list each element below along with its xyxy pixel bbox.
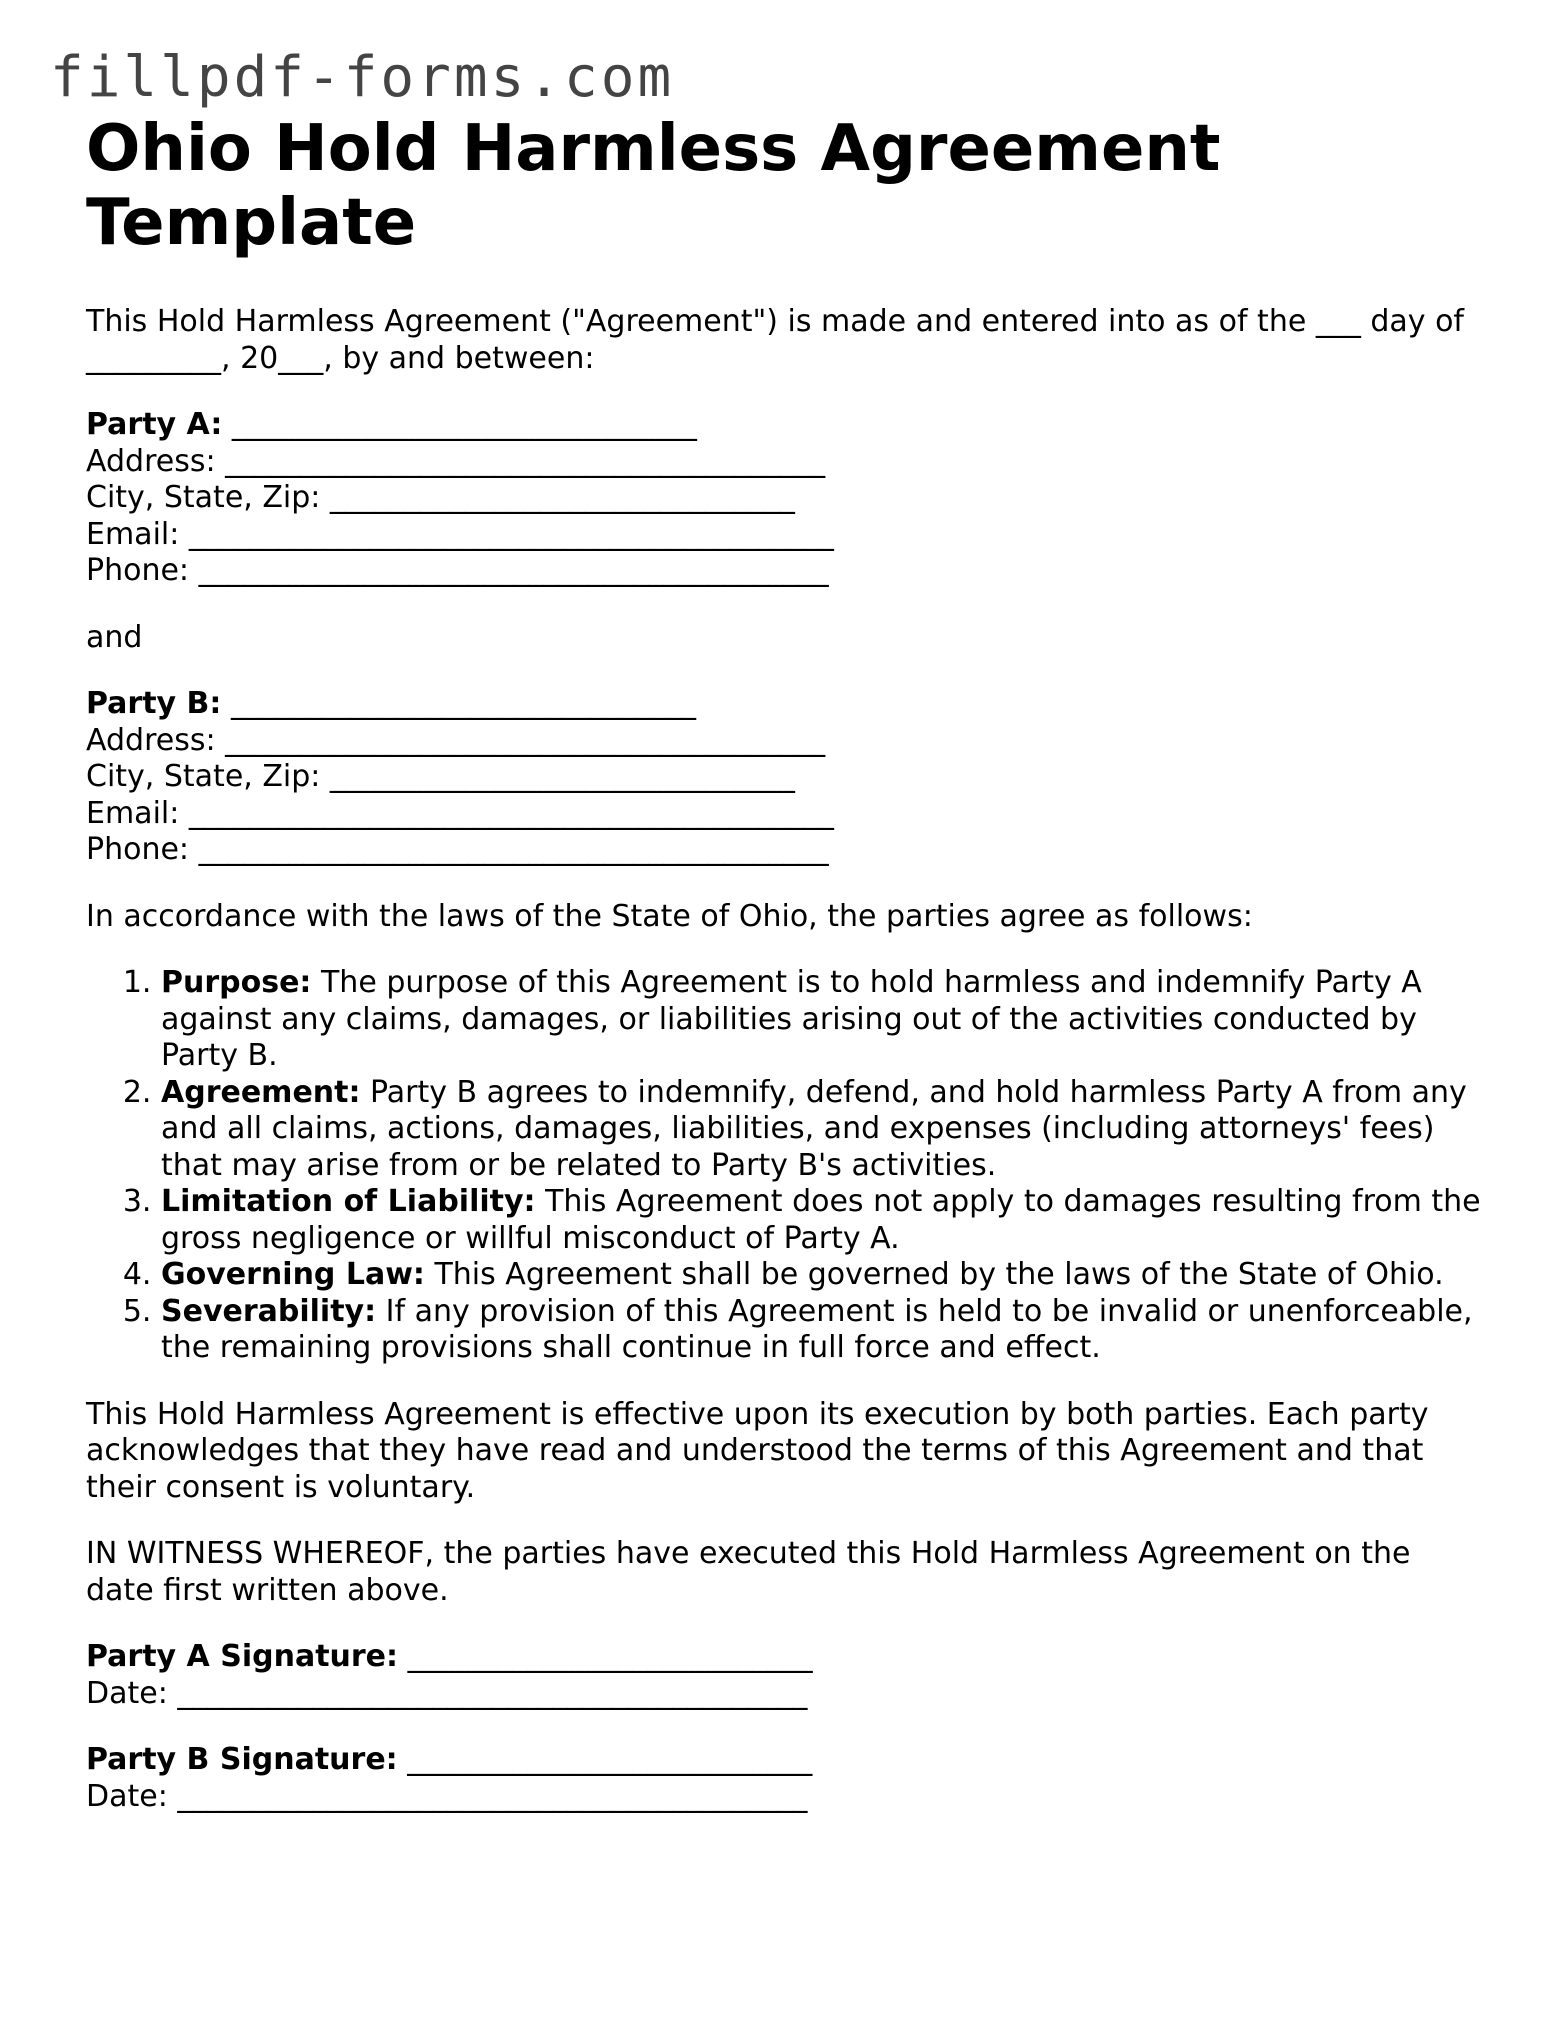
party-a-signature-label: Party A Signature:	[86, 1639, 399, 1674]
term-label: Agreement:	[161, 1074, 361, 1110]
party-a-name-line	[86, 407, 1486, 444]
term-text: This Agreement shall be governed by the laws of the State of Ohio.	[434, 1257, 1444, 1292]
party-a-signature-line	[86, 1639, 1486, 1676]
effective-paragraph: This Hold Harmless Agreement is effective upon its execution by both parties. Each party acknowledges that they have read and understood the terms of this Agreement and that their consent is voluntary.	[86, 1396, 1429, 1505]
party-a-address-line[interactable]: Address: ________________________________________	[86, 443, 826, 479]
accordance-paragraph: In accordance with the laws of the State of Ohio, the parties agree as follows:	[86, 898, 1253, 934]
party-b-address-line[interactable]: Address: ________________________________________	[86, 722, 826, 758]
party-a-signature-blank[interactable]: ___________________________	[407, 1639, 813, 1674]
party-a-city-line[interactable]: City, State, Zip: _______________________________	[86, 480, 795, 515]
document-body	[86, 304, 1486, 1815]
and-text: and	[86, 619, 143, 655]
term-label: Governing Law:	[161, 1257, 425, 1292]
terms-list	[86, 965, 1486, 1367]
document-page	[86, 112, 1486, 1815]
party-b-signature-line	[86, 1742, 1486, 1779]
term-text: Party B agrees to indemnify, defend, and hold harmless Party A from any and all claims, actions, damages, liabilities, and expenses (including attorneys' fees) that may arise from or be related to Party B's activities.	[161, 1074, 1467, 1183]
term-item-governing-law	[161, 1257, 1486, 1294]
party-a-label: Party A:	[86, 407, 223, 442]
party-b-label: Party B:	[86, 686, 222, 721]
document-title: Ohio Hold Harmless Agreement Template	[86, 112, 1221, 260]
term-label: Purpose:	[161, 965, 312, 1000]
term-label: Severability:	[161, 1293, 377, 1329]
party-b-signature-block	[86, 1742, 1486, 1815]
term-text: This Agreement does not apply to damages resulting from the gross negligence or willful misconduct of Party A.	[161, 1184, 1481, 1256]
intro-paragraph: This Hold Harmless Agreement ("Agreement") is made and entered into as of the ___ day of _________, 20___, by and between:	[86, 304, 1464, 376]
term-item-agreement	[161, 1075, 1486, 1185]
party-a-email-line[interactable]: Email: ___________________________________________	[86, 516, 834, 552]
party-b-name-blank[interactable]: _______________________________	[230, 686, 696, 721]
term-item-purpose	[161, 965, 1486, 1075]
party-b-name-line	[86, 686, 1486, 723]
party-a-name-blank[interactable]: _______________________________	[231, 407, 697, 442]
term-label: Limitation of Liability:	[161, 1184, 536, 1219]
party-b-phone-line[interactable]: Phone: __________________________________________	[86, 832, 829, 867]
term-text: If any provision of this Agreement is held to be invalid or unenforceable, the remaining provisions shall continue in full force and effect.	[161, 1293, 1473, 1365]
witness-paragraph: IN WITNESS WHEREOF, the parties have executed this Hold Harmless Agreement on the date first written above.	[86, 1536, 1411, 1608]
party-b-signature-blank[interactable]: ___________________________	[407, 1742, 813, 1777]
term-text: The purpose of this Agreement is to hold harmless and indemnify Party A against any claims, damages, or liabilities arising out of the activities conducted by Party B.	[161, 965, 1422, 1073]
party-a-signature-block	[86, 1639, 1486, 1712]
party-b-city-line[interactable]: City, State, Zip: _______________________________	[86, 759, 795, 794]
party-b-block	[86, 686, 1486, 869]
watermark: fillpdf-forms.com	[50, 45, 675, 110]
party-b-signature-label: Party B Signature:	[86, 1742, 398, 1777]
party-a-date-line[interactable]: Date: __________________________________________	[86, 1675, 808, 1711]
party-a-phone-line[interactable]: Phone: __________________________________________	[86, 553, 829, 588]
term-item-limitation	[161, 1184, 1486, 1257]
term-item-severability	[161, 1294, 1486, 1367]
party-b-email-line[interactable]: Email: ___________________________________________	[86, 795, 834, 831]
party-a-block	[86, 407, 1486, 590]
party-b-date-line[interactable]: Date: __________________________________________	[86, 1778, 808, 1814]
